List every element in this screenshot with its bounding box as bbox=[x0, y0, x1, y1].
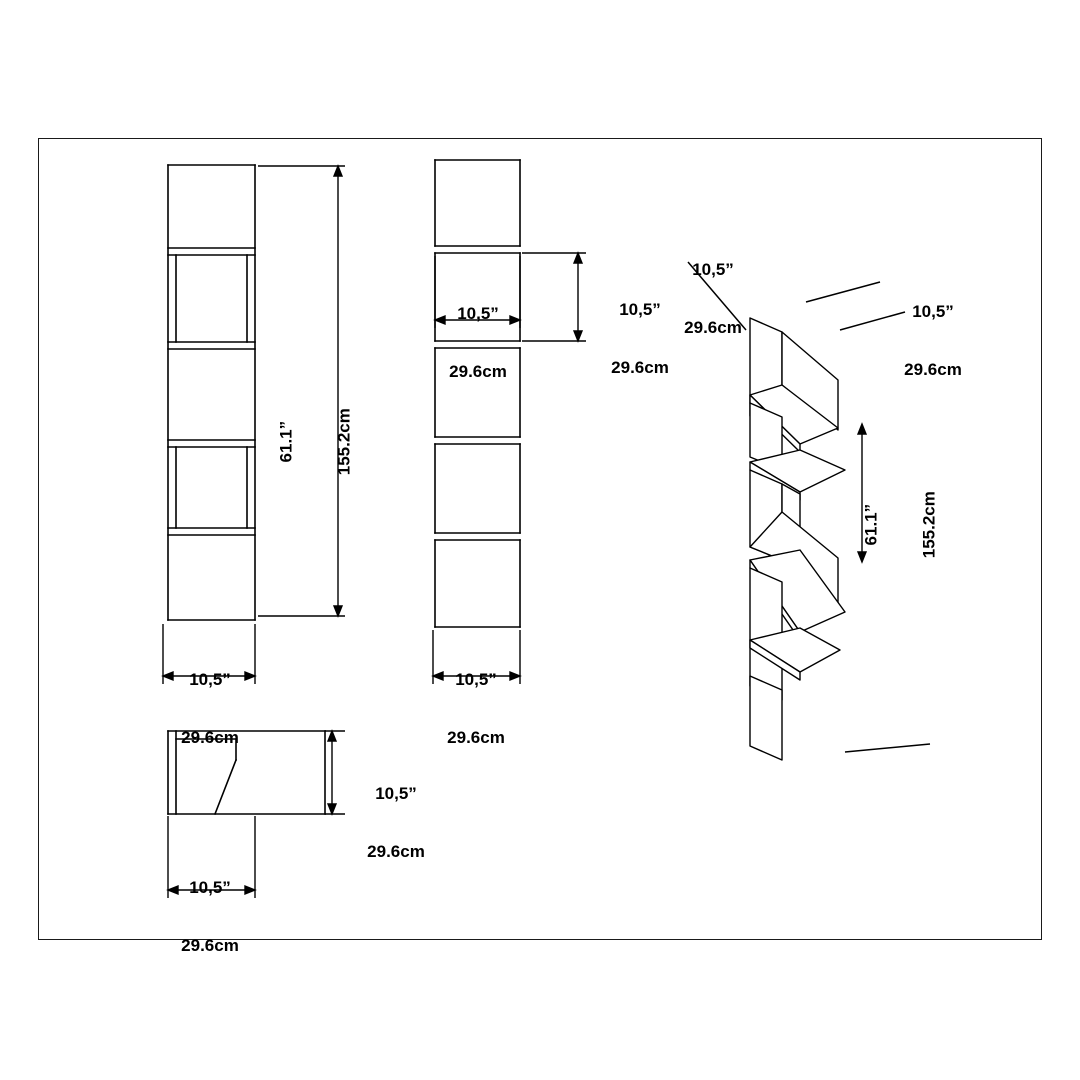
side-base-width-imperial: 10,5” bbox=[455, 669, 497, 689]
front-height-imperial: 61.1” bbox=[276, 420, 296, 463]
persp-height-imperial: 61.1” bbox=[861, 503, 881, 546]
front-height-metric: 155.2cm bbox=[333, 408, 353, 476]
top-depth-dimension bbox=[325, 731, 345, 814]
persp-b-imperial: 10,5” bbox=[912, 301, 954, 321]
side-shelf-height-imperial: 10,5” bbox=[619, 299, 661, 319]
top-depth-metric: 29.6cm bbox=[367, 841, 425, 861]
perspective-height-label bbox=[823, 465, 976, 585]
persp-height-metric: 155.2cm bbox=[918, 491, 938, 559]
side-shelf-width-metric: 29.6cm bbox=[449, 361, 507, 381]
front-width-label bbox=[162, 632, 258, 785]
top-width-label bbox=[162, 840, 258, 993]
persp-a-imperial: 10,5” bbox=[692, 259, 734, 279]
front-width-imperial: 10,5” bbox=[189, 669, 231, 689]
top-width-imperial: 10,5” bbox=[189, 877, 231, 897]
side-shelf-height-dimension bbox=[522, 253, 586, 341]
perspective-panel-a-label bbox=[665, 222, 761, 375]
top-depth-label bbox=[348, 746, 444, 899]
front-height-label bbox=[238, 382, 391, 502]
side-shelf-width-imperial: 10,5” bbox=[457, 303, 499, 323]
side-shelf-width-label bbox=[430, 266, 526, 419]
front-width-metric: 29.6cm bbox=[181, 727, 239, 747]
side-shelf-height-metric: 29.6cm bbox=[611, 357, 669, 377]
persp-a-metric: 29.6cm bbox=[684, 317, 742, 337]
top-width-metric: 29.6cm bbox=[181, 935, 239, 955]
perspective-panel-b-label bbox=[885, 264, 981, 417]
persp-b-metric: 29.6cm bbox=[904, 359, 962, 379]
top-depth-imperial: 10,5” bbox=[375, 783, 417, 803]
side-base-width-metric: 29.6cm bbox=[447, 727, 505, 747]
